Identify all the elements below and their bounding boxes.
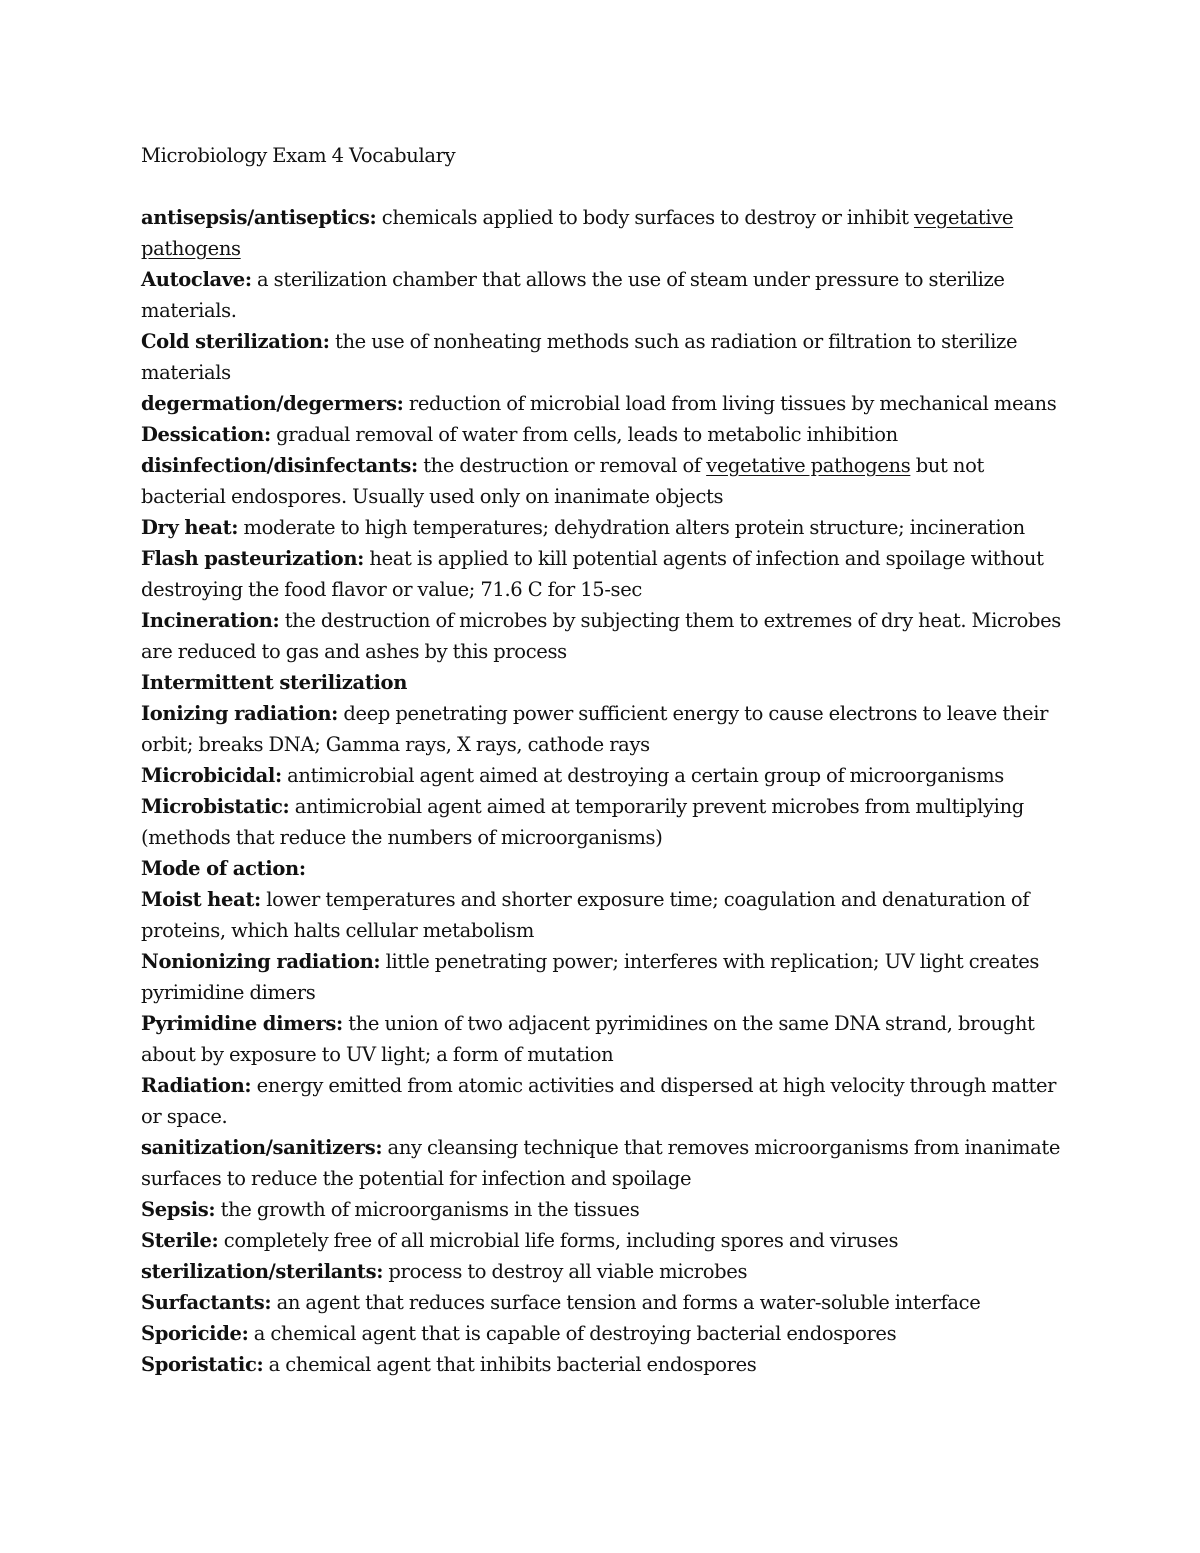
vocab-entry [141, 791, 1061, 853]
vocab-definition: antimicrobial agent aimed at temporarily prevent microbes from multiplying (methods that reduce the numbers of microorganisms) [141, 795, 1024, 849]
vocab-definition: a chemical agent that is capable of destroying bacterial endospores [253, 1322, 897, 1345]
vocab-term: Flash pasteurization: [141, 547, 365, 570]
vocab-term: Dessication: [141, 423, 271, 446]
vocab-definition-continued: but not bacterial endospores. Usually used only on inanimate objects [141, 454, 984, 508]
vocab-entry [141, 1194, 1061, 1225]
vocab-term: Ionizing radiation: [141, 702, 339, 725]
vocab-definition: moderate to high temperatures; dehydration alters protein structure; incineration [243, 516, 1025, 539]
vocab-entry [141, 1008, 1061, 1070]
document-body [141, 140, 1061, 1380]
vocab-entry [141, 388, 1061, 419]
underlined-phrase: vegetative pathogens [706, 454, 911, 477]
vocab-term: Sepsis: [141, 1198, 216, 1221]
vocab-definition: the union of two adjacent pyrimidines on the same DNA strand, brought about by exposure to UV light; a form of mutation [141, 1012, 1035, 1066]
vocab-term: Nonionizing radiation: [141, 950, 381, 973]
vocab-definition: the growth of microorganisms in the tissues [220, 1198, 640, 1221]
vocab-entry [141, 1070, 1061, 1132]
vocab-entry [141, 698, 1061, 760]
vocab-definition: the destruction or removal of [423, 454, 707, 477]
vocab-definition: the use of nonheating methods such as radiation or filtration to sterilize materials [141, 330, 1018, 384]
vocab-entry [141, 946, 1061, 1008]
vocab-term: Surfactants: [141, 1291, 272, 1314]
vocab-entry [141, 667, 1061, 698]
vocab-definition: reduction of microbial load from living tissues by mechanical means [408, 392, 1057, 415]
vocab-term: Moist heat: [141, 888, 261, 911]
vocab-definition: the destruction of microbes by subjecting them to extremes of dry heat. Microbes are reduced to gas and ashes by this process [141, 609, 1061, 663]
vocab-entry [141, 264, 1061, 326]
vocab-definition: little penetrating power; interferes with replication; UV light creates pyrimidine dimers [141, 950, 1040, 1004]
vocab-term: Intermittent sterilization [141, 671, 408, 694]
document-title: Microbiology Exam 4 Vocabulary [141, 144, 456, 167]
vocab-entry [141, 543, 1061, 605]
vocab-definition: lower temperatures and shorter exposure time; coagulation and denaturation of proteins, which halts cellular metabolism [141, 888, 1030, 942]
vocab-term: Sterile: [141, 1229, 219, 1252]
vocab-entry [141, 419, 1061, 450]
vocab-definition: completely free of all microbial life forms, including spores and viruses [223, 1229, 899, 1252]
vocab-definition: a chemical agent that inhibits bacterial endospores [268, 1353, 757, 1376]
vocab-term: Radiation: [141, 1074, 252, 1097]
vocab-term: Autoclave: [141, 268, 252, 291]
vocab-entry [141, 450, 1061, 512]
vocab-definition: deep penetrating power sufficient energy to cause electrons to leave their orbit; breaks DNA; Gamma rays, X rays, cathode rays [141, 702, 1049, 756]
vocab-entry [141, 1132, 1061, 1194]
vocab-term: degermation/degermers: [141, 392, 404, 415]
vocab-entry [141, 1256, 1061, 1287]
vocab-term: antisepsis/antiseptics: [141, 206, 377, 229]
vocab-entry [141, 1225, 1061, 1256]
vocab-term: Pyrimidine dimers: [141, 1012, 343, 1035]
vocab-entry [141, 1318, 1061, 1349]
vocab-definition: antimicrobial agent aimed at destroying a certain group of microorganisms [287, 764, 1004, 787]
vocab-entry [141, 605, 1061, 667]
vocab-entry [141, 1349, 1061, 1380]
vocab-entry [141, 853, 1061, 884]
vocab-term: Microbistatic: [141, 795, 290, 818]
vocab-term: disinfection/disinfectants: [141, 454, 418, 477]
vocab-definition: an agent that reduces surface tension and forms a water-soluble interface [276, 1291, 981, 1314]
vocab-term: Mode of action: [141, 857, 306, 880]
vocab-entry [141, 760, 1061, 791]
vocab-definition: heat is applied to kill potential agents of infection and spoilage without destroying the food flavor or value; 71.6 C for 15-sec [141, 547, 1044, 601]
vocab-definition: gradual removal of water from cells, leads to metabolic inhibition [276, 423, 898, 446]
underlined-phrase: vegetative pathogens [141, 206, 1014, 260]
vocab-definition: energy emitted from atomic activities and dispersed at high velocity through matter or space. [141, 1074, 1057, 1128]
vocab-entry [141, 884, 1061, 946]
vocab-entry [141, 512, 1061, 543]
vocab-entry [141, 326, 1061, 388]
vocab-term: Microbicidal: [141, 764, 282, 787]
vocab-term: Incineration: [141, 609, 280, 632]
vocab-term: Cold sterilization: [141, 330, 330, 353]
vocab-term: Sporicide: [141, 1322, 249, 1345]
vocab-term: sterilization/sterilants: [141, 1260, 384, 1283]
vocab-definition: chemicals applied to body surfaces to destroy or inhibit [381, 206, 914, 229]
vocab-term: Sporistatic: [141, 1353, 264, 1376]
vocab-entry [141, 202, 1061, 264]
vocab-term: sanitization/sanitizers: [141, 1136, 383, 1159]
vocab-definition: process to destroy all viable microbes [388, 1260, 748, 1283]
vocab-term: Dry heat: [141, 516, 239, 539]
vocab-entry [141, 1287, 1061, 1318]
vocab-definition: any cleansing technique that removes microorganisms from inanimate surfaces to reduce the potential for infection and spoilage [141, 1136, 1061, 1190]
vocab-definition: a sterilization chamber that allows the use of steam under pressure to sterilize materials. [141, 268, 1005, 322]
